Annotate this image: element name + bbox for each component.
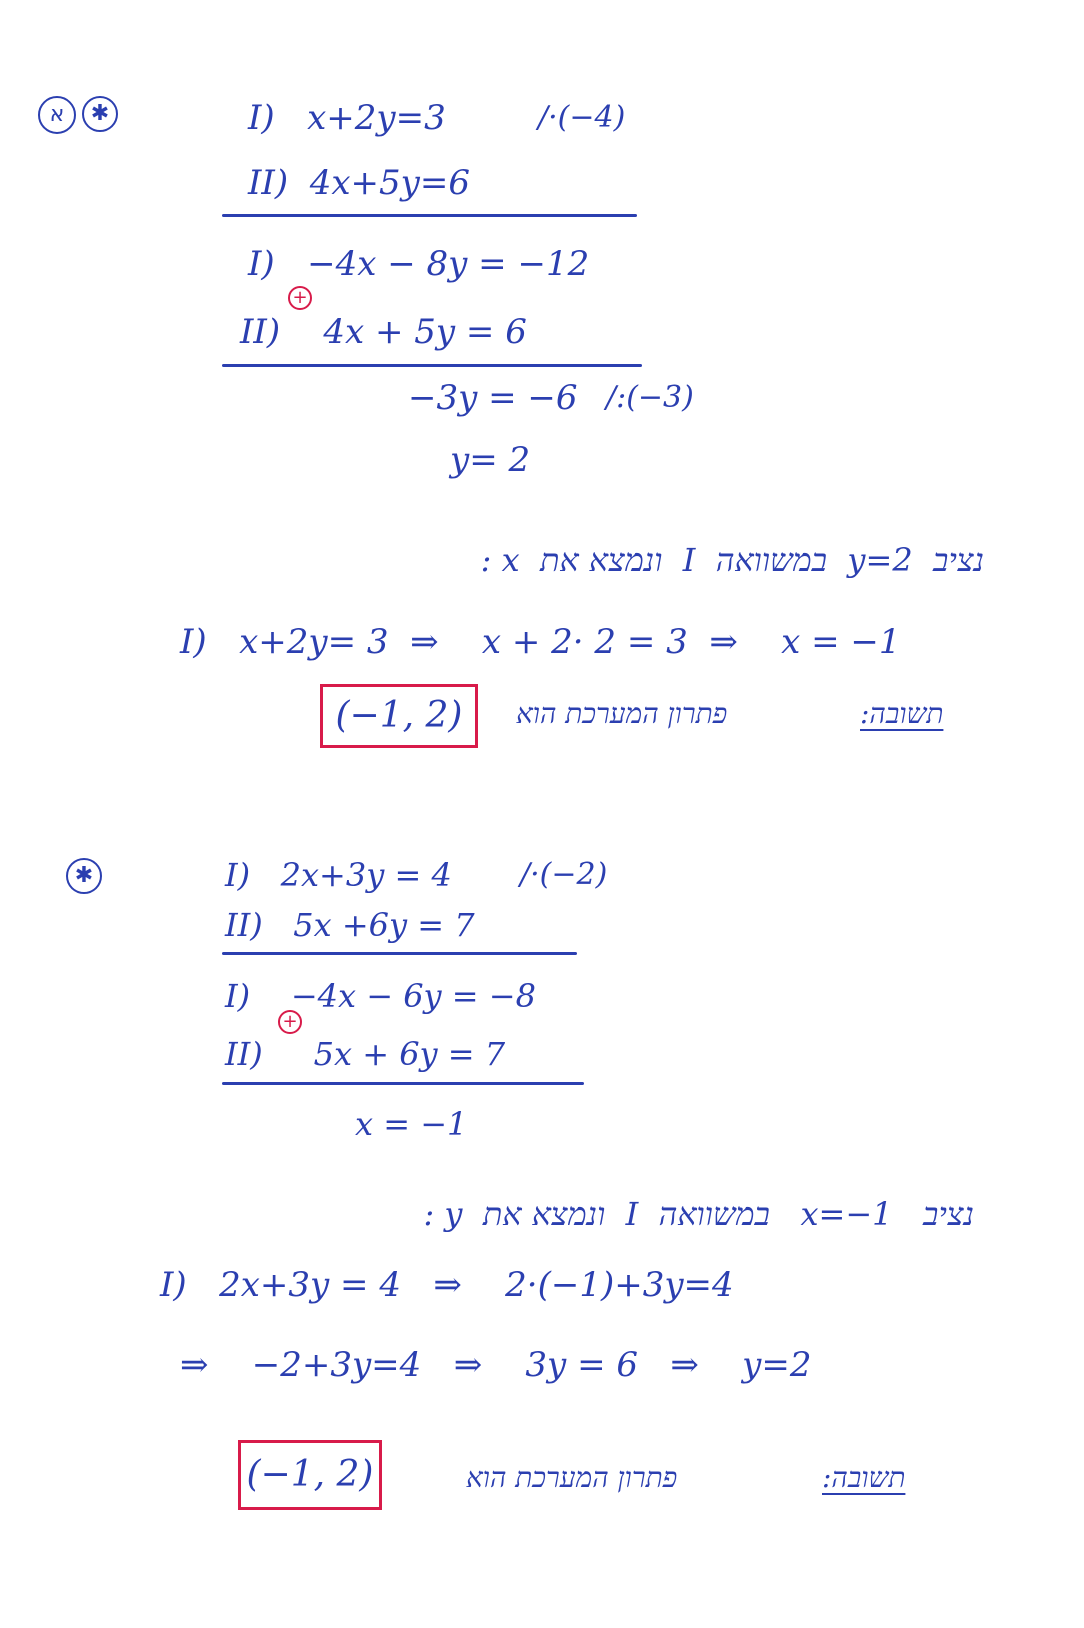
p1-eq1-op: /·(−4) xyxy=(538,100,626,135)
p2-eq1-op: /·(−2) xyxy=(520,857,608,892)
p1-answer-label: תשובה: xyxy=(860,697,944,730)
p2-eq2: II) 5x +6y = 7 xyxy=(225,906,475,944)
p2-divider-1 xyxy=(222,952,577,955)
p2-answer-label: תשובה: xyxy=(822,1461,906,1494)
star-marker-2-icon: ✱ xyxy=(66,858,102,894)
p2-divider-2 xyxy=(222,1082,584,1085)
p2-eq3: I) −4x − 6y = −8 xyxy=(225,977,536,1015)
alef-marker-icon: א xyxy=(38,96,76,134)
p1-eq5-op: /:(−3) xyxy=(606,380,694,415)
p1-plus-icon: + xyxy=(288,286,312,310)
p2-answer-text: פתרון המערכת הוא xyxy=(466,1461,678,1494)
p2-eq1: I) 2x+3y = 4 xyxy=(225,856,452,894)
p1-eq2: II) 4x+5y=6 xyxy=(248,163,470,203)
p2-solve-line-2: ⇒ −2+3y=4 ⇒ 3y = 6 ⇒ y=2 xyxy=(180,1345,812,1385)
p2-answer-box: (−1, 2) xyxy=(238,1440,382,1510)
p1-eq3: I) −4x − 8y = −12 xyxy=(248,244,590,284)
p1-answer-box: (−1, 2) xyxy=(320,684,478,748)
p1-eq6: y= 2 xyxy=(450,440,531,480)
p1-eq5: −3y = −6 xyxy=(408,378,578,418)
p1-divider-2 xyxy=(222,364,642,367)
p1-divider-1 xyxy=(222,214,637,217)
p2-eq4: II) 5x + 6y = 7 xyxy=(225,1035,506,1073)
p1-answer-text: פתרון המערכת הוא xyxy=(516,697,728,730)
p2-plus-icon: + xyxy=(278,1010,302,1034)
p2-eq5: x = −1 xyxy=(355,1105,468,1143)
p2-solve-line-1: I) 2x+3y = 4 ⇒ 2·(−1)+3y=4 xyxy=(160,1265,734,1305)
p2-substitution-text: נציב x=−1 במשוואה I ונמצא את y : xyxy=(423,1195,974,1233)
p1-substitution-text: נציב y=2 במשוואה I ונמצא את x : xyxy=(480,541,984,579)
star-marker-icon: ✱ xyxy=(82,96,118,132)
p1-eq1: I) x+2y=3 xyxy=(248,98,446,138)
p1-solve-line: I) x+2y= 3 ⇒ x + 2· 2 = 3 ⇒ x = −1 xyxy=(180,622,901,662)
p1-eq4: II) 4x + 5y = 6 xyxy=(240,312,527,352)
